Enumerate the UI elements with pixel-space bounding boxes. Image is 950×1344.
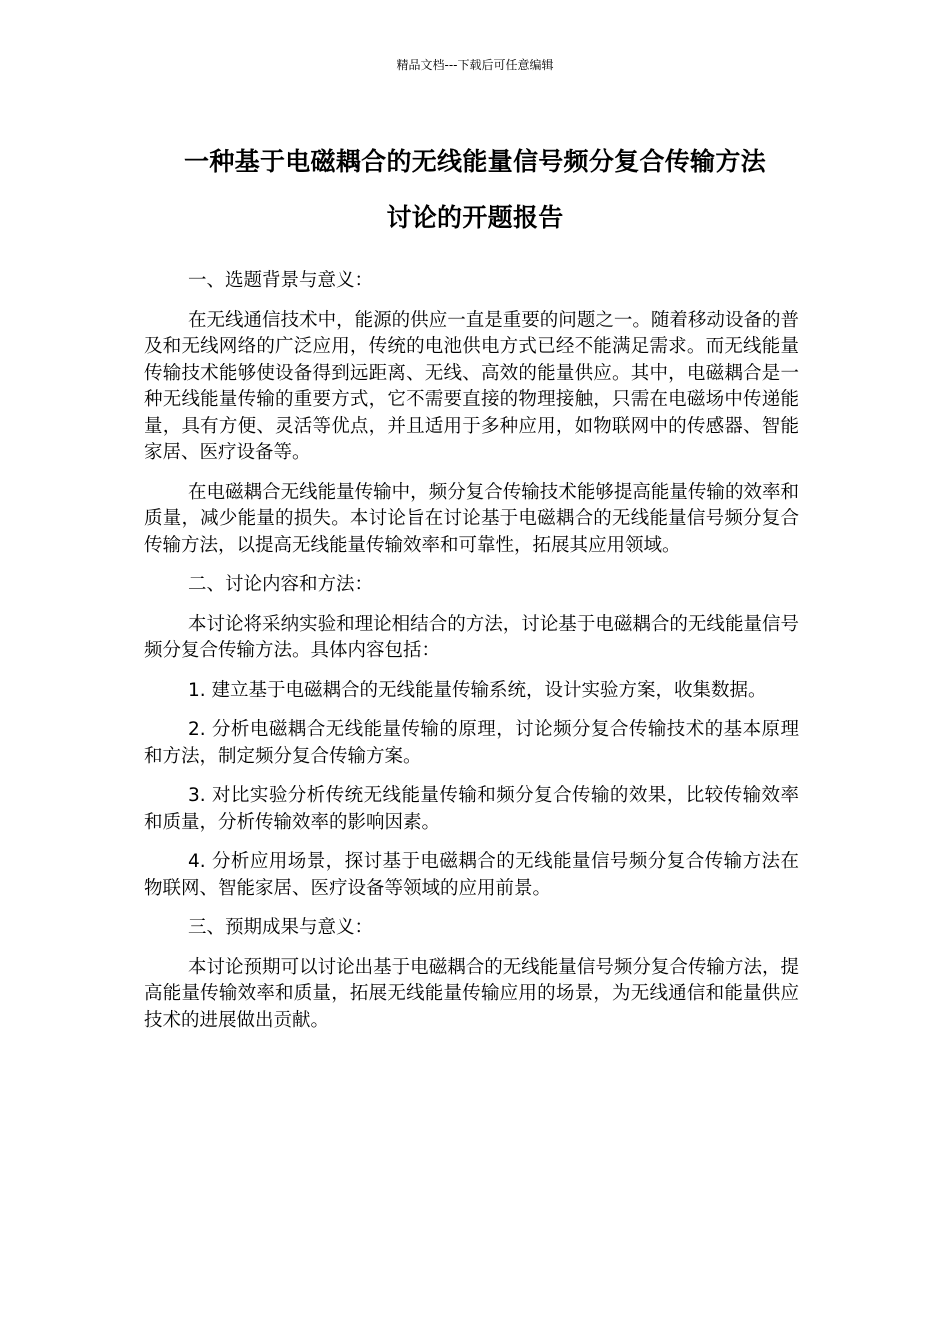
body-paragraph: 本讨论预期可以讨论出基于电磁耦合的无线能量信号频分复合传输方法，提高能量传输效率和质量，拓展无线能量传输应用的场景，为无线通信和能量供应技术的进展做出贡献。 xyxy=(144,956,799,1031)
list-item-3: 3. 对比实验分析传统无线能量传输和频分复合传输的效果，比较传输效率和质量，分析传输效率的影响因素。 xyxy=(144,785,799,833)
document-title xyxy=(100,134,850,246)
document-body xyxy=(144,268,799,1047)
section-heading-content-methods: 二、讨论内容和方法： xyxy=(188,574,374,595)
body-paragraph: 在电磁耦合无线能量传输中，频分复合传输技术能够提高能量传输的效率和质量，减少能量的损失。本讨论旨在讨论基于电磁耦合的无线能量信号频分复合传输方法，以提高无线能量传输效率和可靠性，拓展其应用领域。 xyxy=(144,481,799,556)
list-item-4: 4. 分析应用场景，探讨基于电磁耦合的无线能量信号频分复合传输方法在物联网、智能家居、医疗设备等领域的应用前景。 xyxy=(144,851,799,899)
body-paragraph: 在无线通信技术中，能源的供应一直是重要的问题之一。随着移动设备的普及和无线网络的广泛应用，传统的电池供电方式已经不能满足需求。而无线能量传输技术能够使设备得到远距离、无线、高效的能量供应。其中，电磁耦合是一种无线能量传输的重要方式，它不需要直接的物理接触，只需在电磁场中传递能量，具有方便、灵活等优点，并且适用于多种应用，如物联网中的传感器、智能家居、医疗设备等。 xyxy=(144,309,799,463)
section-heading-expected-results: 三、预期成果与意义： xyxy=(188,917,374,938)
title-line-1: 一种基于电磁耦合的无线能量信号频分复合传输方法 xyxy=(184,147,766,176)
list-item-1: 1. 建立基于电磁耦合的无线能量传输系统，设计实验方案，收集数据。 xyxy=(188,679,767,701)
list-item-2: 2. 分析电磁耦合无线能量传输的原理，讨论频分复合传输技术的基本原理和方法，制定频分复合传输方案。 xyxy=(144,719,799,767)
page-header: 精品文档---下载后可任意编辑 xyxy=(396,58,554,72)
title-line-2: 讨论的开题报告 xyxy=(386,203,564,232)
section-heading-background: 一、选题背景与意义： xyxy=(188,270,374,291)
body-paragraph: 本讨论将采纳实验和理论相结合的方法，讨论基于电磁耦合的无线能量信号频分复合传输方法。具体内容包括： xyxy=(144,613,799,661)
